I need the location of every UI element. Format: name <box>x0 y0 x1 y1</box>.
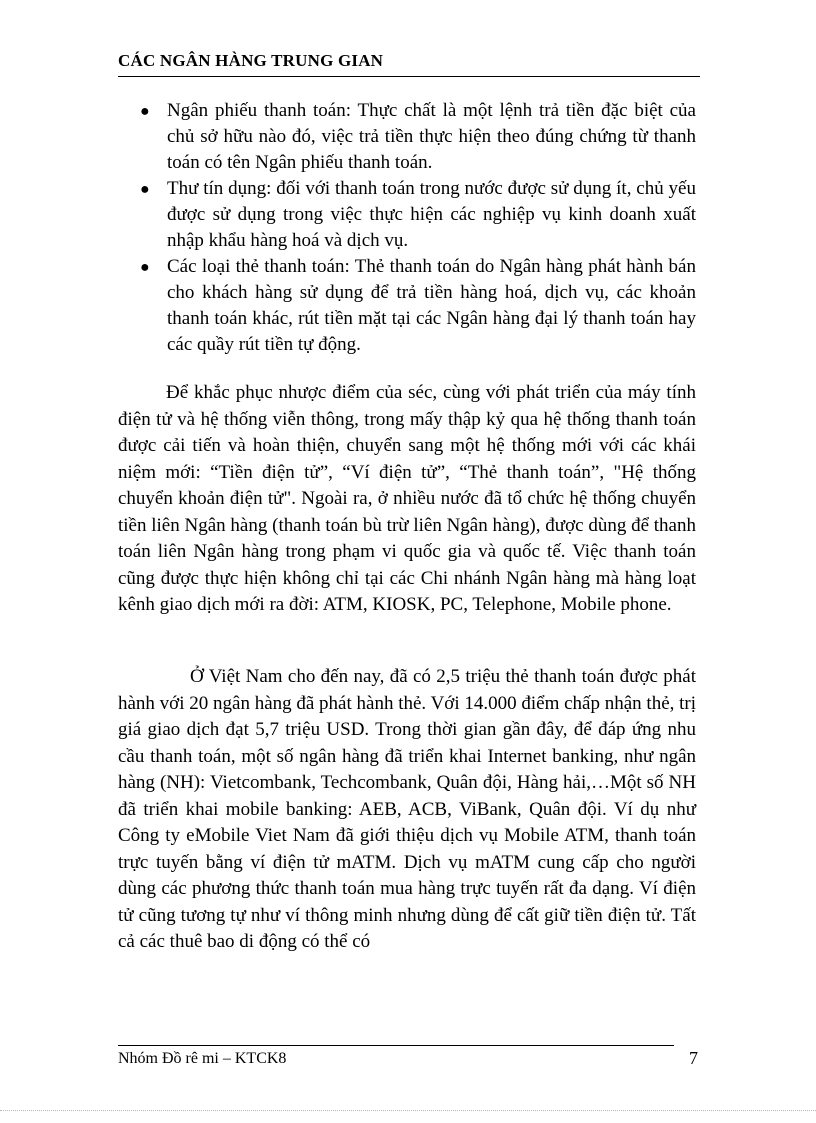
header-divider <box>118 76 700 77</box>
footer-divider <box>118 1045 674 1046</box>
bullet-text: Ngân phiếu thanh toán: Thực chất là một lệnh trả tiền đặc biệt của chủ sở hữu nào đó, việc trả tiền thực hiện theo đúng chứng từ thanh toán có tên Ngân phiếu thanh toán. <box>167 100 696 173</box>
body-paragraph: Ở Việt Nam cho đến nay, đã có 2,5 triệu thẻ thanh toán được phát hành với 20 ngân hàng đã phát hành thẻ. Với 14.000 điểm chấp nhận thẻ, trị giá giao dịch đạt 5,7 triệu USD. Trong thời gian gần đây, để đáp ứng nhu cầu thanh toán, một số ngân hàng đã triển khai Internet banking, như ngân hàng (NH): Vietcombank, Techcombank, Quân đội, Hàng hải,…Một số NH đã triển khai mobile banking: AEB, ACB, ViBank, Quân đội. Ví dụ như Công ty eMobile Viet Nam đã giới thiệu dịch vụ Mobile ATM, thanh toán trực tuyến bằng ví điện tử mATM. Dịch vụ mATM cung cấp cho người dùng các phương thức thanh toán mua hàng trực tuyến rất đa dạng. Ví điện tử cũng tương tự như ví thông minh nhưng dùng để cất giữ tiền điện tử. Tất cả các thuê bao di động có thể có <box>118 666 697 952</box>
bullet-text: Các loại thẻ thanh toán: Thẻ thanh toán do Ngân hàng phát hành bán cho khách hàng sử dụng để trả tiền hàng hoá, dịch vụ, các khoản thanh toán khác, rút tiền mặt tại các Ngân hàng đại lý thanh toán hay các quầy rút tiền tự động. <box>167 256 696 355</box>
bullet-list <box>140 98 696 358</box>
list-item <box>140 98 696 176</box>
body-paragraph: Để khắc phục nhược điểm của séc, cùng với phát triển của máy tính điện tử và hệ thống viễn thông, trong mấy thập kỷ qua hệ thống thanh toán được cải tiến và hoàn thiện, chuyển sang một hệ thống mới với các khái niệm mới: “Tiền điện tử”, “Ví điện tử”, “Thẻ thanh toán”, "Hệ thống chuyển khoản điện tử". Ngoài ra, ở nhiều nước đã tổ chức hệ thống chuyển tiền liên Ngân hàng (thanh toán bù trừ liên Ngân hàng), được dùng để thanh toán liên Ngân hàng trong phạm vi quốc gia và quốc tế. Việc thanh toán cũng được thực hiện không chỉ tại các Chi nhánh Ngân hàng mà hàng loạt kênh giao dịch mới ra đời: ATM, KIOSK, PC, Telephone, Mobile phone. <box>118 382 696 615</box>
list-item <box>140 176 696 254</box>
page-header-title: CÁC NGÂN HÀNG TRUNG GIAN <box>118 51 384 70</box>
page-edge-divider <box>0 1110 816 1111</box>
bullet-icon: ● <box>140 181 150 198</box>
footer-group-name: Nhóm Đồ rê mi – KTCK8 <box>118 1050 287 1067</box>
page-number: 7 <box>689 1048 698 1068</box>
bullet-icon: ● <box>140 259 150 276</box>
bullet-icon: ● <box>140 103 150 120</box>
list-item <box>140 254 696 358</box>
bullet-text: Thư tín dụng: đối với thanh toán trong nước được sử dụng ít, chủ yếu được sử dụng trong việc thực hiện các nghiệp vụ kinh doanh xuất nhập khẩu hàng hoá và dịch vụ. <box>167 178 696 251</box>
